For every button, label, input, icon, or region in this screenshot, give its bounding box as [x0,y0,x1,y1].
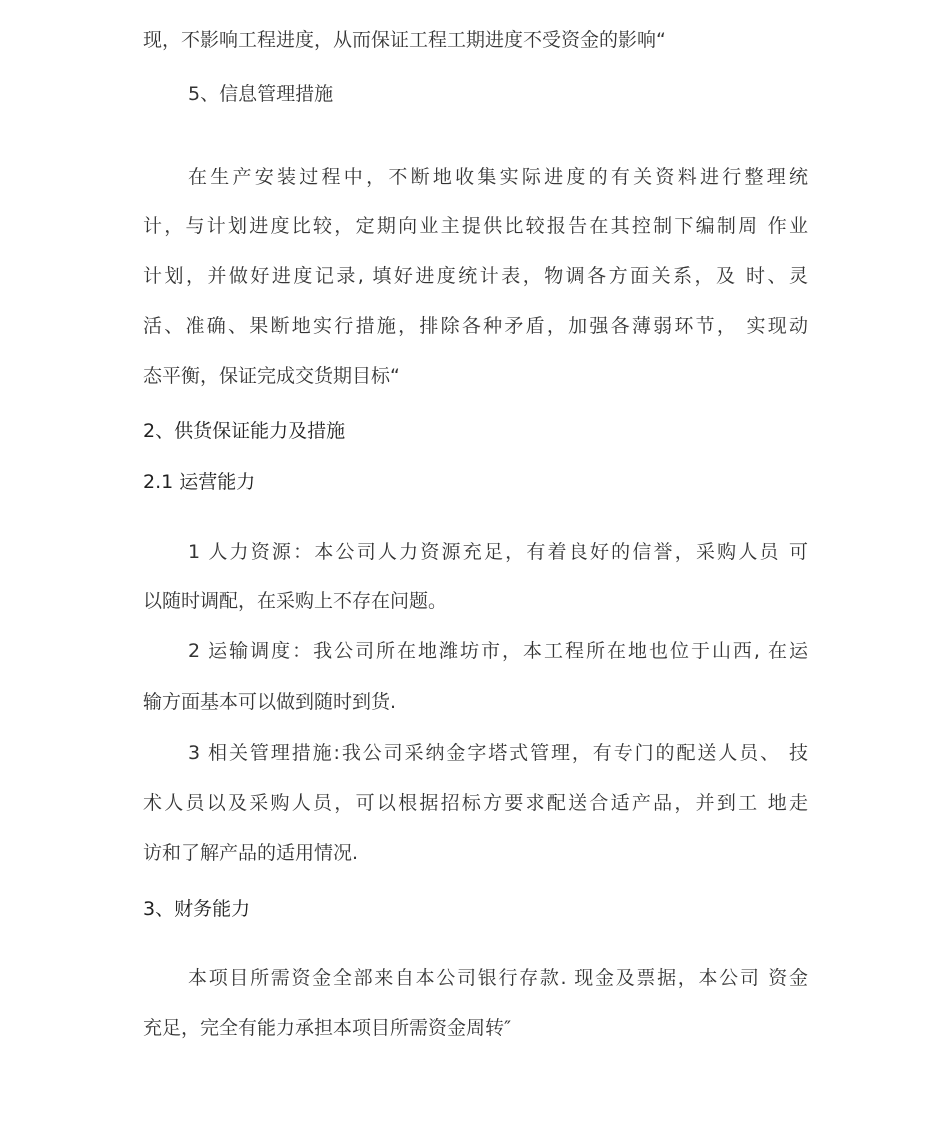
list-item-line: 术人员以及采购人员，可以根据招标方要求配送合适产品，并到工 地走 [143,792,808,814]
list-item-line: 访和了解产品的适用情况. [143,842,359,864]
section-heading: 2.1 运营能力 [143,471,256,493]
text-line: 计，与计划进度比较，定期向业主提供比较报告在其控制下编制周 作业 [143,215,808,237]
subsection-heading: 5、信息管理措施 [188,83,334,105]
text-line: 充足，完全有能力承担本项目所需资金周转″ [143,1017,512,1039]
section-heading: 2、供货保证能力及措施 [143,420,346,442]
text-line: 活、准确、果断地实行措施，排除各种矛盾，加强各薄弱环节， 实现动 [143,315,808,337]
list-item-line: 1 人力资源：本公司人力资源充足，有着良好的信誉，采购人员 可 [188,541,808,563]
text-line: 在生产安装过程中，不断地收集实际进度的有关资料进行整理统 [188,166,808,188]
text-line: 本项目所需资金全部来自本公司银行存款. 现金及票据，本公司 资金 [188,967,808,989]
list-item-line: 3 相关管理措施:我公司采纳金字塔式管理，有专门的配送人员、 技 [188,742,808,764]
text-line: 态平衡，保证完成交货期目标“ [143,365,400,387]
text-line: 计划，并做好进度记录, 填好进度统计表，物调各方面关系，及 时、灵 [143,265,808,287]
list-item-line: 2 运输调度：我公司所在地潍坊市，本工程所在地也位于山西, 在运 [188,640,808,662]
list-item-line: 输方面基本可以做到随时到货. [143,691,397,713]
text-line: 现，不影响工程进度，从而保证工程工期进度不受资金的影响“ [143,29,666,51]
section-heading: 3、财务能力 [143,898,251,920]
list-item-line: 以随时调配，在采购上不存在问题。 [143,590,448,612]
